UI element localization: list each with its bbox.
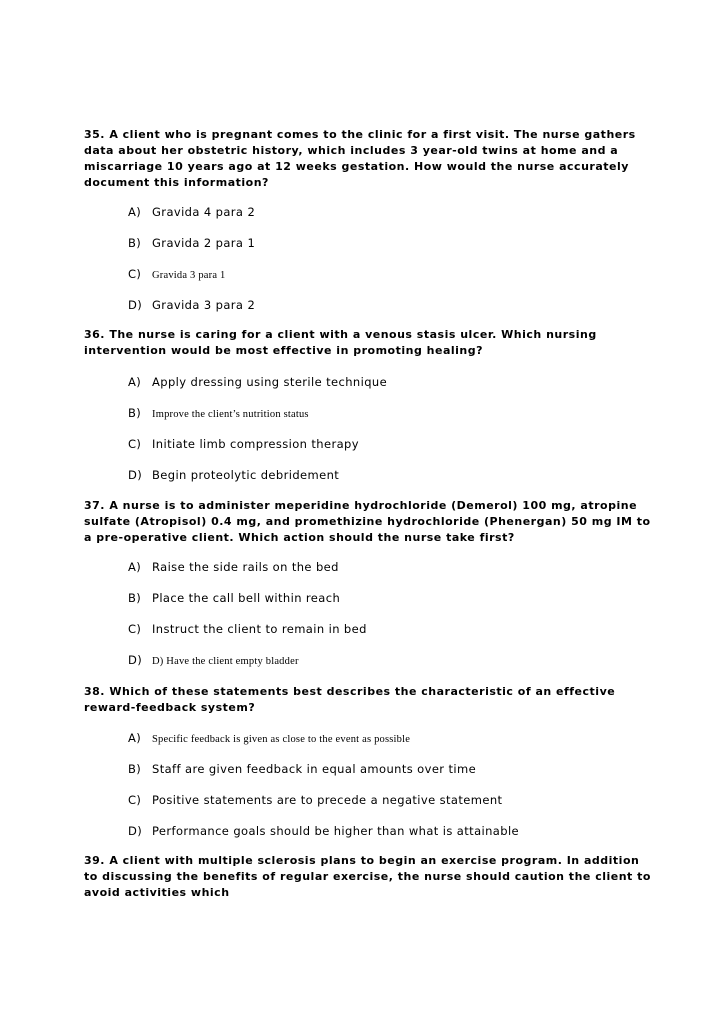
option-letter: A)	[128, 205, 142, 219]
option-text: Begin proteolytic debridement	[152, 468, 340, 482]
option-text: Apply dressing using sterile technique	[152, 375, 388, 389]
question-35-option-b[interactable]	[128, 236, 255, 250]
option-text: Gravida 4 para 2	[152, 205, 256, 219]
option-text: Raise the side rails on the bed	[152, 560, 339, 574]
option-text: Specific feedback is given as close to the event as possible	[152, 734, 411, 745]
option-letter: C)	[128, 793, 142, 807]
question-36-option-b[interactable]	[128, 406, 309, 422]
question-38-option-d[interactable]	[128, 824, 519, 838]
question-35-option-c[interactable]	[128, 267, 225, 283]
option-letter: B)	[128, 406, 142, 420]
question-37-option-b[interactable]	[128, 591, 340, 605]
question-35-text: 35. A client who is pregnant comes to the clinic for a first visit. The nurse gathers data about her obstetric history, which includes 3 year-old twins at home and a miscarriage 10 years ago at 12 weeks gestation. How would the nurse accurately document this information?	[84, 128, 636, 189]
question-36-text: 36. The nurse is caring for a client with a venous stasis ulcer. Which nursing intervention would be most effective in promoting healing?	[84, 328, 597, 357]
question-39-text: 39. A client with multiple sclerosis plans to begin an exercise program. In addition to discussing the benefits of regular exercise, the nurse should caution the client to avoid activities which	[84, 854, 651, 899]
option-letter: A)	[128, 375, 142, 389]
option-text: Gravida 3 para 1	[152, 270, 226, 281]
option-letter: B)	[128, 591, 142, 605]
question-36-option-a[interactable]	[128, 375, 387, 389]
question-36-option-c[interactable]	[128, 437, 359, 451]
question-35-option-d[interactable]	[128, 298, 255, 312]
option-text: Gravida 2 para 1	[152, 236, 256, 250]
option-letter: A)	[128, 731, 142, 745]
question-36-option-d[interactable]	[128, 468, 339, 482]
option-letter: D)	[128, 824, 143, 838]
option-text: Gravida 3 para 2	[152, 298, 256, 312]
option-letter: B)	[128, 236, 142, 250]
question-38-option-c[interactable]	[128, 793, 502, 807]
question-38-option-b[interactable]	[128, 762, 476, 776]
option-text: Place the call bell within reach	[152, 591, 341, 605]
option-text: D) Have the client empty bladder	[152, 656, 299, 667]
question-38-option-a[interactable]	[128, 731, 410, 747]
question-35-option-a[interactable]	[128, 205, 255, 219]
option-text: Improve the client’s nutrition status	[152, 409, 309, 420]
question-37-option-a[interactable]	[128, 560, 339, 574]
option-text: Instruct the client to remain in bed	[152, 622, 367, 636]
option-letter: D)	[128, 468, 143, 482]
option-text: Staff are given feedback in equal amounts over time	[152, 762, 477, 776]
question-37-text: 37. A nurse is to administer meperidine hydrochloride (Demerol) 100 mg, atropine sulfate (Atropisol) 0.4 mg, and promethizine hydrochloride (Phenergan) 50 mg IM to a pre-operative client. Which action should the nurse take first?	[84, 499, 651, 544]
option-letter: D)	[128, 298, 143, 312]
option-letter: B)	[128, 762, 142, 776]
option-letter: C)	[128, 437, 142, 451]
question-38-text: 38. Which of these statements best describes the characteristic of an effective reward-feedback system?	[84, 685, 616, 714]
option-letter: A)	[128, 560, 142, 574]
option-text: Positive statements are to precede a negative statement	[152, 793, 503, 807]
option-letter: C)	[128, 267, 142, 281]
option-letter: D)	[128, 653, 143, 667]
question-37-option-c[interactable]	[128, 622, 367, 636]
option-text: Performance goals should be higher than what is attainable	[152, 824, 520, 838]
option-letter: C)	[128, 622, 142, 636]
question-37-option-d[interactable]	[128, 653, 299, 669]
option-text: Initiate limb compression therapy	[152, 437, 359, 451]
